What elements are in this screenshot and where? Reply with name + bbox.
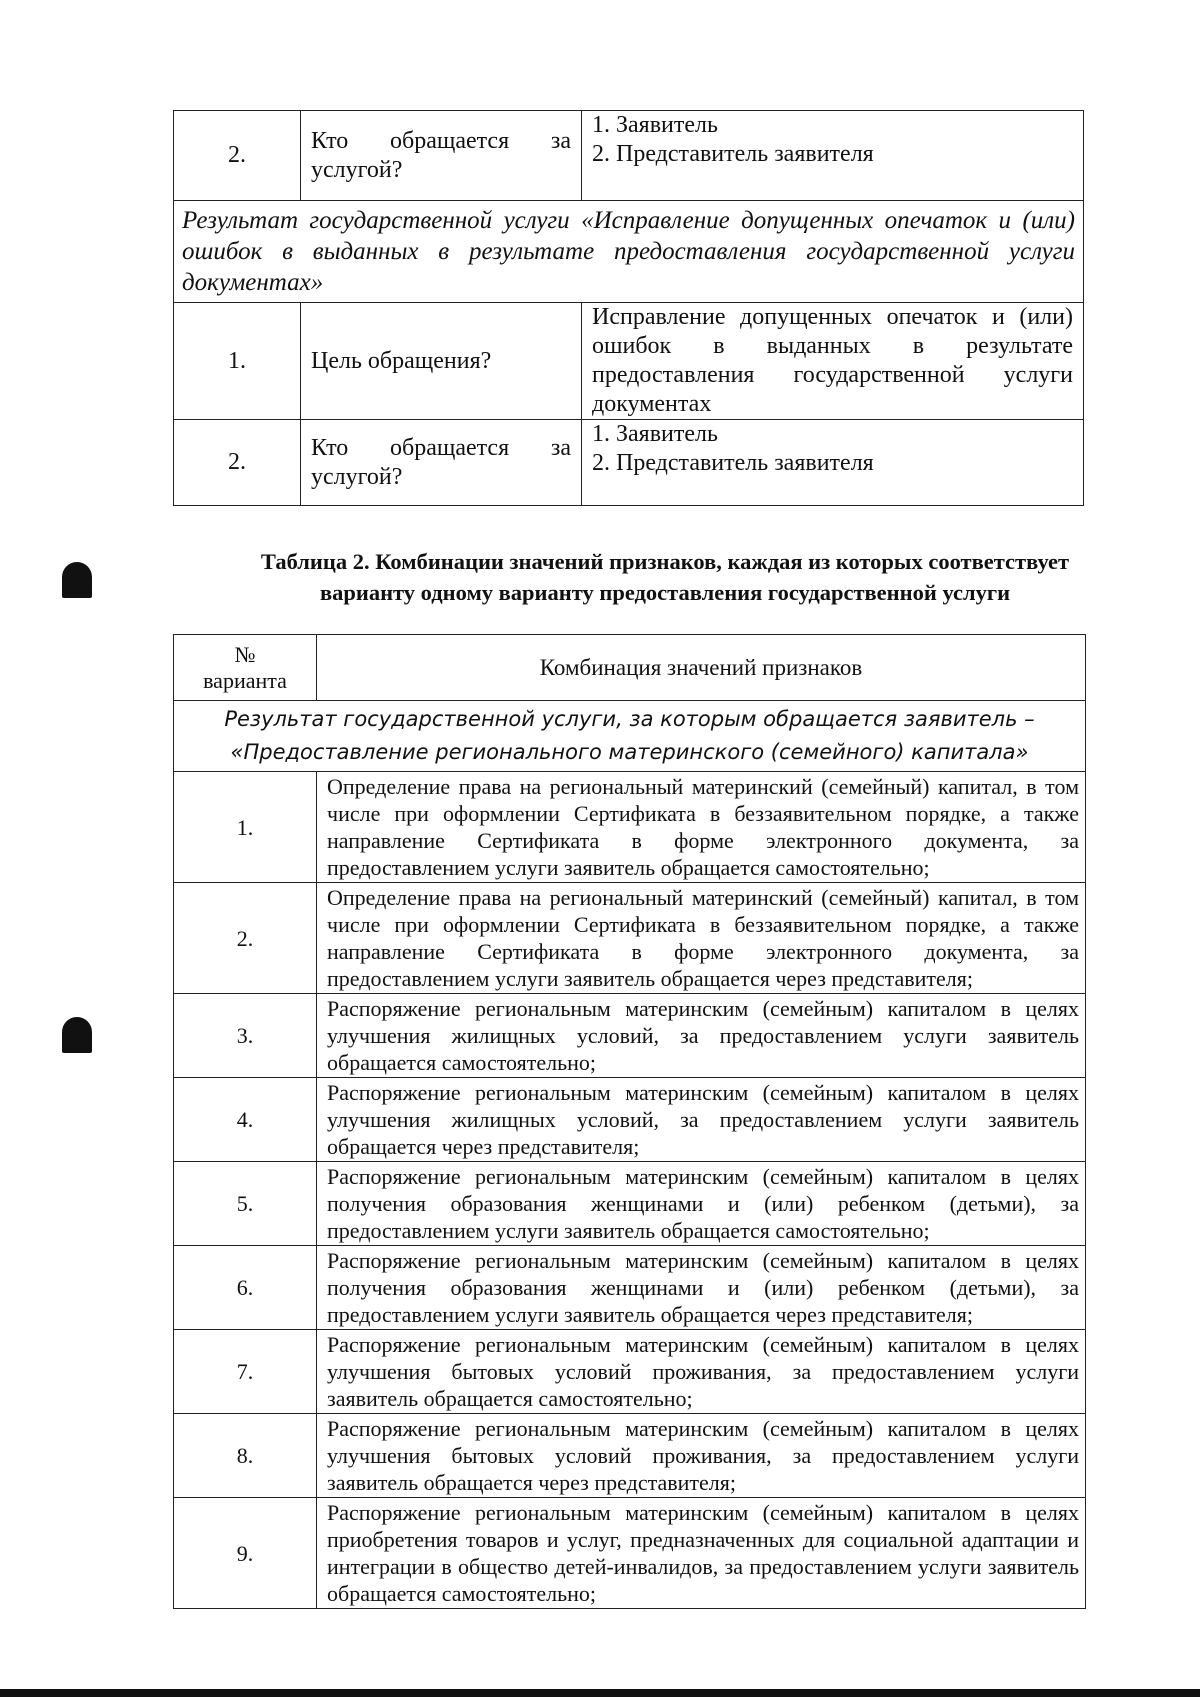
answer-cell: 1. Заявитель 2. Представитель заявителя: [582, 111, 1084, 201]
table-row: [174, 111, 1084, 201]
variant-description: Распоряжение региональным материнским (семейным) капиталом в целях получения образования женщинами и (или) ребенком (детьми), за предоставлением услуги заявитель обращается через представителя;: [317, 1246, 1086, 1330]
column-header-combination: Комбинация значений признаков: [317, 635, 1086, 701]
table-row: [174, 420, 1084, 506]
table-row: [174, 1330, 1086, 1414]
variant-number: 1.: [174, 772, 317, 883]
punch-hole-mark: [62, 562, 92, 598]
variant-number: 7.: [174, 1330, 317, 1414]
variant-number: 6.: [174, 1246, 317, 1330]
answer-cell: 1. Заявитель 2. Представитель заявителя: [582, 420, 1084, 506]
table-row: [174, 1162, 1086, 1246]
table-1-continuation: [173, 110, 1084, 506]
variant-description: Определение права на региональный материнский (семейный) капитал, в том числе при оформлении Сертификата в беззаявительном порядке, а также направление Сертификата в форме электронного документа, за предоставлением услуги заявитель обращается самостоятельно;: [317, 772, 1086, 883]
variant-description: Распоряжение региональным материнским (семейным) капиталом в целях улучшения бытовых условий проживания, за предоставлением услуги заявитель обращается через представителя;: [317, 1414, 1086, 1498]
table-header-row: [174, 635, 1086, 701]
table-row: [174, 994, 1086, 1078]
variant-description: Определение права на региональный материнский (семейный) капитал, в том числе при оформлении Сертификата в беззаявительном порядке, а также направление Сертификата в форме электронного документа, за предоставлением услуги заявитель обращается через представителя;: [317, 883, 1086, 994]
row-number: 1.: [174, 303, 301, 420]
variant-number: 2.: [174, 883, 317, 994]
table-row: [174, 883, 1086, 994]
variant-description: Распоряжение региональным материнским (семейным) капиталом в целях улучшения жилищных условий, за предоставлением услуги заявитель обращается самостоятельно;: [317, 994, 1086, 1078]
table-subheader-row: [174, 201, 1084, 303]
variant-description: Распоряжение региональным материнским (семейным) капиталом в целях получения образования женщинами и (или) ребенком (детьми), за предоставлением услуги заявитель обращается самостоятельно;: [317, 1162, 1086, 1246]
row-number: 2.: [174, 111, 301, 201]
question-cell: Кто обращается за услугой?: [301, 111, 582, 201]
variant-description: Распоряжение региональным материнским (семейным) капиталом в целях улучшения бытовых условий проживания, за предоставлением услуги заявитель обращается самостоятельно;: [317, 1330, 1086, 1414]
table-row: [174, 1246, 1086, 1330]
question-cell: Кто обращается за услугой?: [301, 420, 582, 506]
variant-number: 3.: [174, 994, 317, 1078]
column-header-variant: № варианта: [174, 635, 317, 701]
variant-number: 9.: [174, 1498, 317, 1609]
variant-number: 4.: [174, 1078, 317, 1162]
table-row: [174, 303, 1084, 420]
question-cell: Цель обращения?: [301, 303, 582, 420]
scan-edge: [0, 1689, 1200, 1697]
result-subheader: Результат государственной услуги, за которым обращается заявитель – «Предоставление регионального материнского (семейного) капитала»: [174, 701, 1086, 772]
table-2: [173, 634, 1086, 1609]
table-row: [174, 1078, 1086, 1162]
answer-cell: Исправление допущенных опечаток и (или) ошибок в выданных в результате предоставления государственной услуги документах: [582, 303, 1084, 420]
table-row: [174, 772, 1086, 883]
table-2-title: Таблица 2. Комбинации значений признаков, каждая из которых соответствует варианту одному варианту предоставления государственной услуги: [260, 549, 1070, 605]
table-row: [174, 1498, 1086, 1609]
variant-description: Распоряжение региональным материнским (семейным) капиталом в целях приобретения товаров и услуг, предназначенных для социальной адаптации и интеграции в общество детей-инвалидов, за предоставлением услуги заявитель обращается самостоятельно;: [317, 1498, 1086, 1609]
table-subheader-row: [174, 701, 1086, 772]
table-row: [174, 1414, 1086, 1498]
punch-hole-mark: [62, 1017, 92, 1053]
variant-number: 8.: [174, 1414, 317, 1498]
variant-description: Распоряжение региональным материнским (семейным) капиталом в целях улучшения жилищных условий, за предоставлением услуги заявитель обращается через представителя;: [317, 1078, 1086, 1162]
row-number: 2.: [174, 420, 301, 506]
variant-number: 5.: [174, 1162, 317, 1246]
result-subheader: Результат государственной услуги «Исправление допущенных опечаток и (или) ошибок в выданных в результате предоставления государственной услуги документах»: [174, 201, 1084, 303]
